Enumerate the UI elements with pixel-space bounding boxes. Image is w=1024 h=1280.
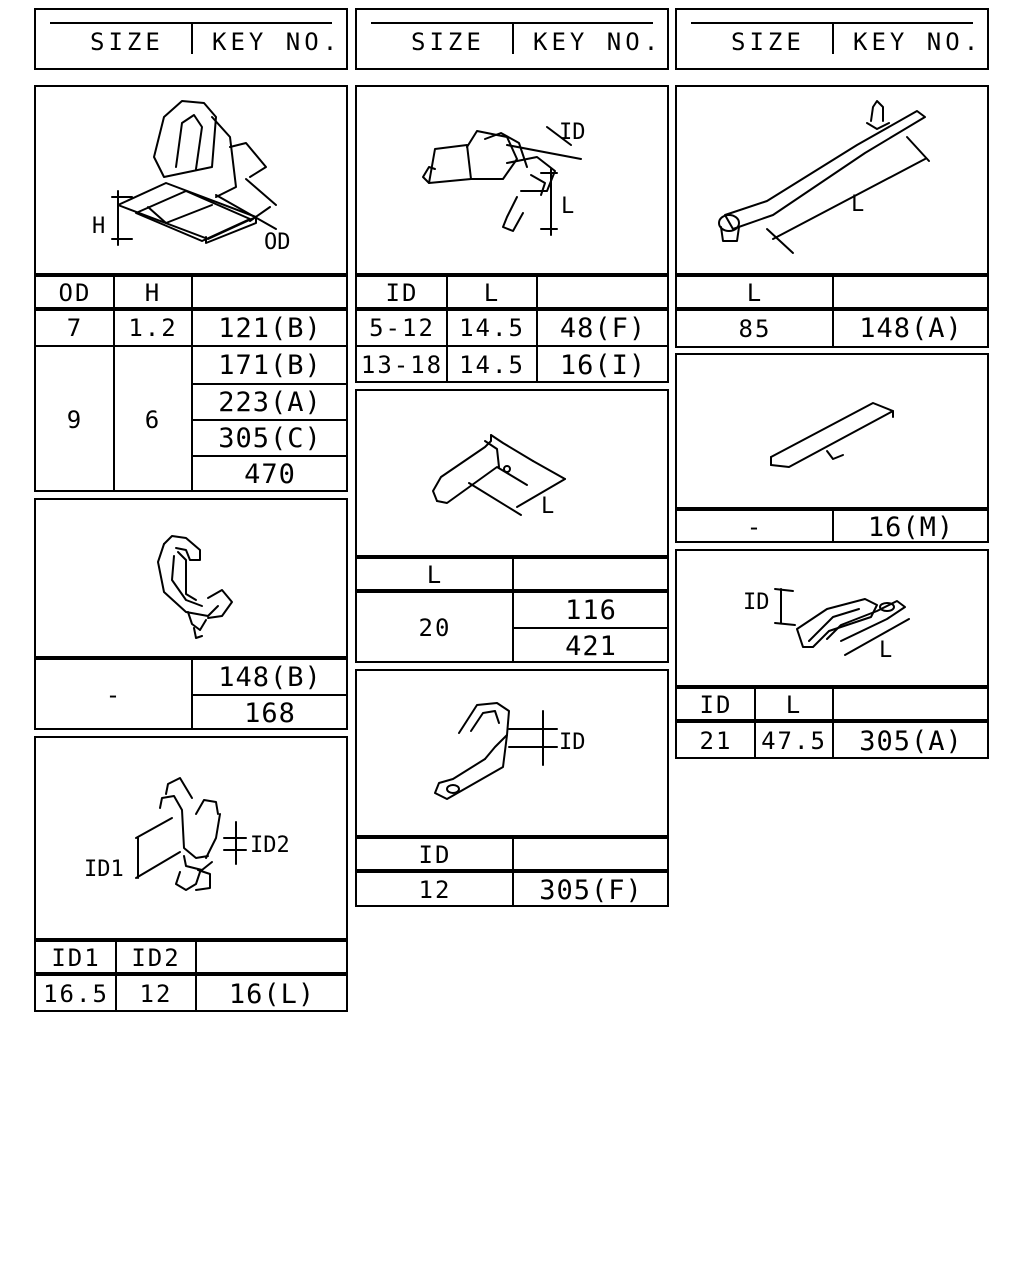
- panel-double-clip: [34, 736, 348, 1012]
- col-id: ID: [385, 279, 419, 307]
- cell-od: 9: [66, 405, 84, 434]
- cell-l: 14.5: [459, 351, 525, 379]
- label-l: L: [879, 638, 893, 663]
- key-no: 470: [244, 458, 296, 490]
- label-l: L: [541, 494, 555, 519]
- label-l: L: [851, 192, 865, 217]
- panel-band-strap: [675, 85, 989, 348]
- key-no: 148(B): [218, 661, 322, 693]
- header-col3: [675, 8, 989, 70]
- header-size: SIZE: [731, 28, 805, 56]
- cell-id: 5-12: [369, 314, 435, 342]
- bracket-drawing: [357, 391, 671, 557]
- col-id: ID: [699, 691, 733, 719]
- key-no: 305(C): [218, 422, 322, 454]
- cell-id1: 16.5: [43, 980, 109, 1008]
- key-no: 148(A): [859, 313, 963, 344]
- header-size: SIZE: [90, 28, 164, 56]
- key-no: 16(L): [228, 978, 316, 1010]
- label-od: OD: [264, 230, 291, 255]
- cell-od: 7: [66, 314, 84, 342]
- panel-hook-clip: [34, 498, 348, 730]
- key-no: 305(A): [859, 725, 963, 757]
- key-no: 48(F): [559, 312, 647, 344]
- header-key-no: KEY NO.: [212, 28, 342, 56]
- panel-p-clip: [675, 549, 989, 759]
- cell-id: 21: [699, 727, 733, 755]
- header-col1: [34, 8, 348, 70]
- cell-id: 13-18: [360, 351, 444, 379]
- hook-clip-drawing: [36, 500, 350, 658]
- cell-l: 85: [738, 314, 772, 343]
- panel-pipe-clip: [355, 85, 669, 383]
- label-id2: ID2: [250, 833, 290, 858]
- cell-l: 47.5: [761, 727, 827, 755]
- col-l: L: [746, 279, 764, 307]
- pipe-clip-drawing: [357, 87, 671, 277]
- key-no: 305(F): [539, 874, 643, 906]
- col-id: ID: [418, 841, 452, 869]
- key-no: 171(B): [218, 349, 322, 381]
- label-l: L: [561, 194, 575, 219]
- cell-size: -: [105, 681, 123, 709]
- cell-id2: 12: [139, 980, 173, 1008]
- cell-h: 6: [144, 405, 162, 434]
- key-no: 223(A): [218, 386, 322, 418]
- band-strap-drawing: [677, 87, 991, 277]
- cell-size: -: [746, 513, 764, 541]
- label-id1: ID1: [84, 857, 124, 882]
- col-id1: ID1: [51, 944, 101, 972]
- key-no: 16(I): [559, 349, 647, 381]
- panel-p-clamp: [355, 669, 669, 907]
- header-size: SIZE: [411, 28, 485, 56]
- panel-flat-strap: [675, 353, 989, 543]
- key-no: 16(M): [867, 511, 955, 543]
- label-h: H: [92, 214, 106, 239]
- cell-l: 14.5: [459, 314, 525, 342]
- col-l: L: [426, 561, 444, 589]
- p-clip-drawing: [677, 551, 991, 687]
- double-clip-drawing: [36, 738, 350, 940]
- col-id2: ID2: [131, 944, 181, 972]
- panel-push-clip: [34, 85, 348, 492]
- key-no: 116: [565, 594, 617, 626]
- key-no: 121(B): [218, 312, 322, 344]
- header-col2: [355, 8, 669, 70]
- label-id: ID: [559, 730, 586, 755]
- flat-strap-drawing: [677, 355, 991, 509]
- col-l: L: [483, 279, 501, 307]
- label-id: ID: [743, 590, 770, 615]
- col-od: OD: [58, 279, 92, 307]
- key-no: 168: [244, 697, 296, 729]
- cell-id: 12: [418, 876, 452, 904]
- panel-bracket: [355, 389, 669, 663]
- push-clip-drawing: [36, 87, 350, 277]
- p-clamp-drawing: [357, 671, 671, 837]
- cell-l: 20: [418, 614, 452, 642]
- key-no: 421: [565, 630, 617, 662]
- header-key-no: KEY NO.: [533, 28, 663, 56]
- header-key-no: KEY NO.: [853, 28, 983, 56]
- col-l: L: [785, 691, 803, 719]
- col-h: H: [144, 279, 162, 307]
- label-id: ID: [559, 120, 586, 145]
- cell-h: 1.2: [128, 314, 178, 342]
